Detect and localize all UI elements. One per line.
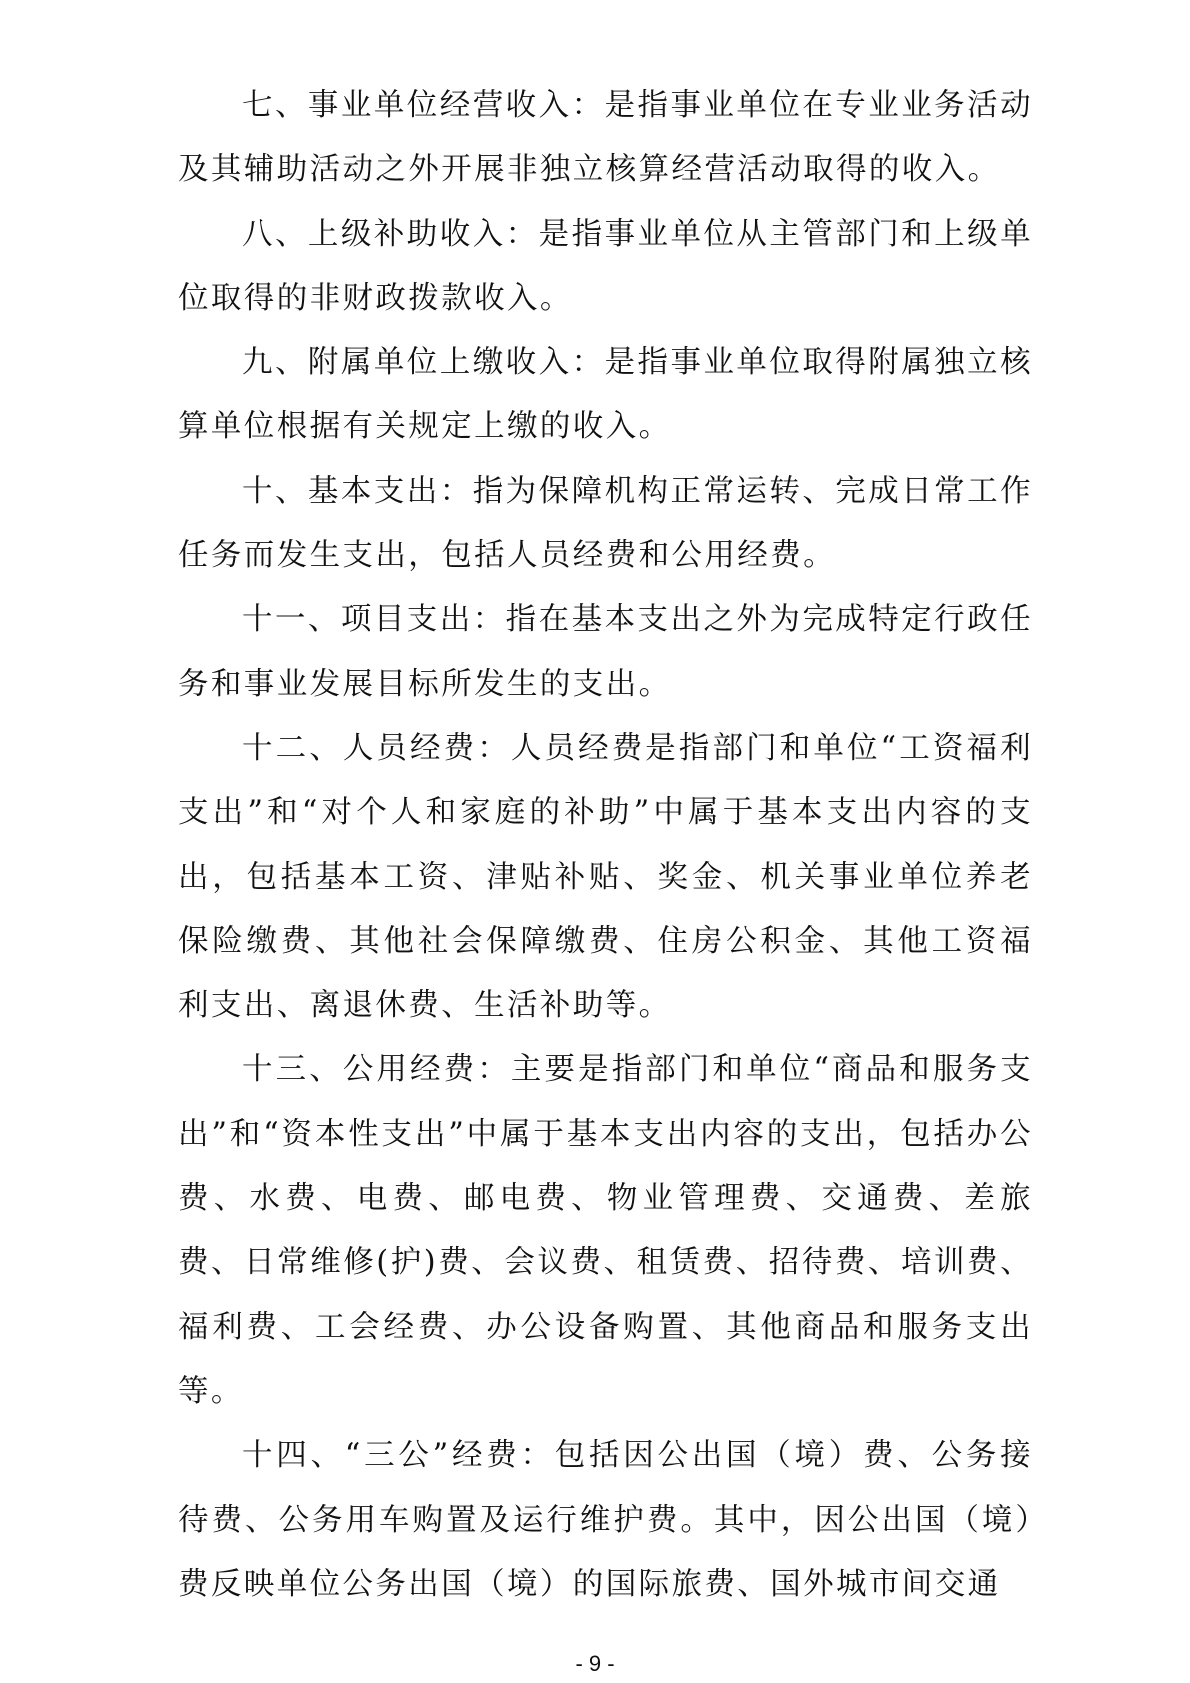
paragraph-affiliated-unit-income: 九、附属单位上缴收入：是指事业单位取得附属独立核算单位根据有关规定上缴的收入。 xyxy=(178,345,1033,445)
paragraph-public-expenses: 十三、公用经费：主要是指部门和单位“商品和服务支出”和“资本性支出”中属于基本支出内容的支出，包括办公费、水费、电费、邮电费、物业管理费、交通费、差旅费、日常维修(护)费、会议费、租赁费、招待费、培训费、福利费、工会经费、办公设备购置、其他商品和服务支出等。 xyxy=(178,1052,1033,1409)
paragraph-operating-income: 七、事业单位经营收入：是指事业单位在专业业务活动及其辅助活动之外开展非独立核算经营活动取得的收入。 xyxy=(178,88,1033,188)
paragraph-personnel-expenses: 十二、人员经费：人员经费是指部门和单位“工资福利支出”和“对个人和家庭的补助”中属于基本支出内容的支出，包括基本工资、津贴补贴、奖金、机关事业单位养老保险缴费、其他社会保障缴费、住房公积金、其他工资福利支出、离退休费、生活补助等。 xyxy=(178,730,1033,1024)
paragraph-superior-subsidy-income: 八、上级补助收入：是指事业单位从主管部门和上级单位取得的非财政拨款收入。 xyxy=(178,216,1033,316)
paragraph-three-public-expenses: 十四、“三公”经费：包括因公出国（境）费、公务接待费、公务用车购置及运行维护费。其中，因公出国（境）费反映单位公务出国（境）的国际旅费、国外城市间交通 xyxy=(178,1438,1033,1602)
page-number: - 9 - xyxy=(575,1651,615,1676)
paragraph-basic-expenditure: 十、基本支出：指为保障机构正常运转、完成日常工作任务而发生支出，包括人员经费和公用经费。 xyxy=(178,473,1033,574)
body-text xyxy=(178,74,1033,1617)
paragraph-project-expenditure: 十一、项目支出：指在基本支出之外为完成特定行政任务和事业发展目标所发生的支出。 xyxy=(178,602,1033,702)
